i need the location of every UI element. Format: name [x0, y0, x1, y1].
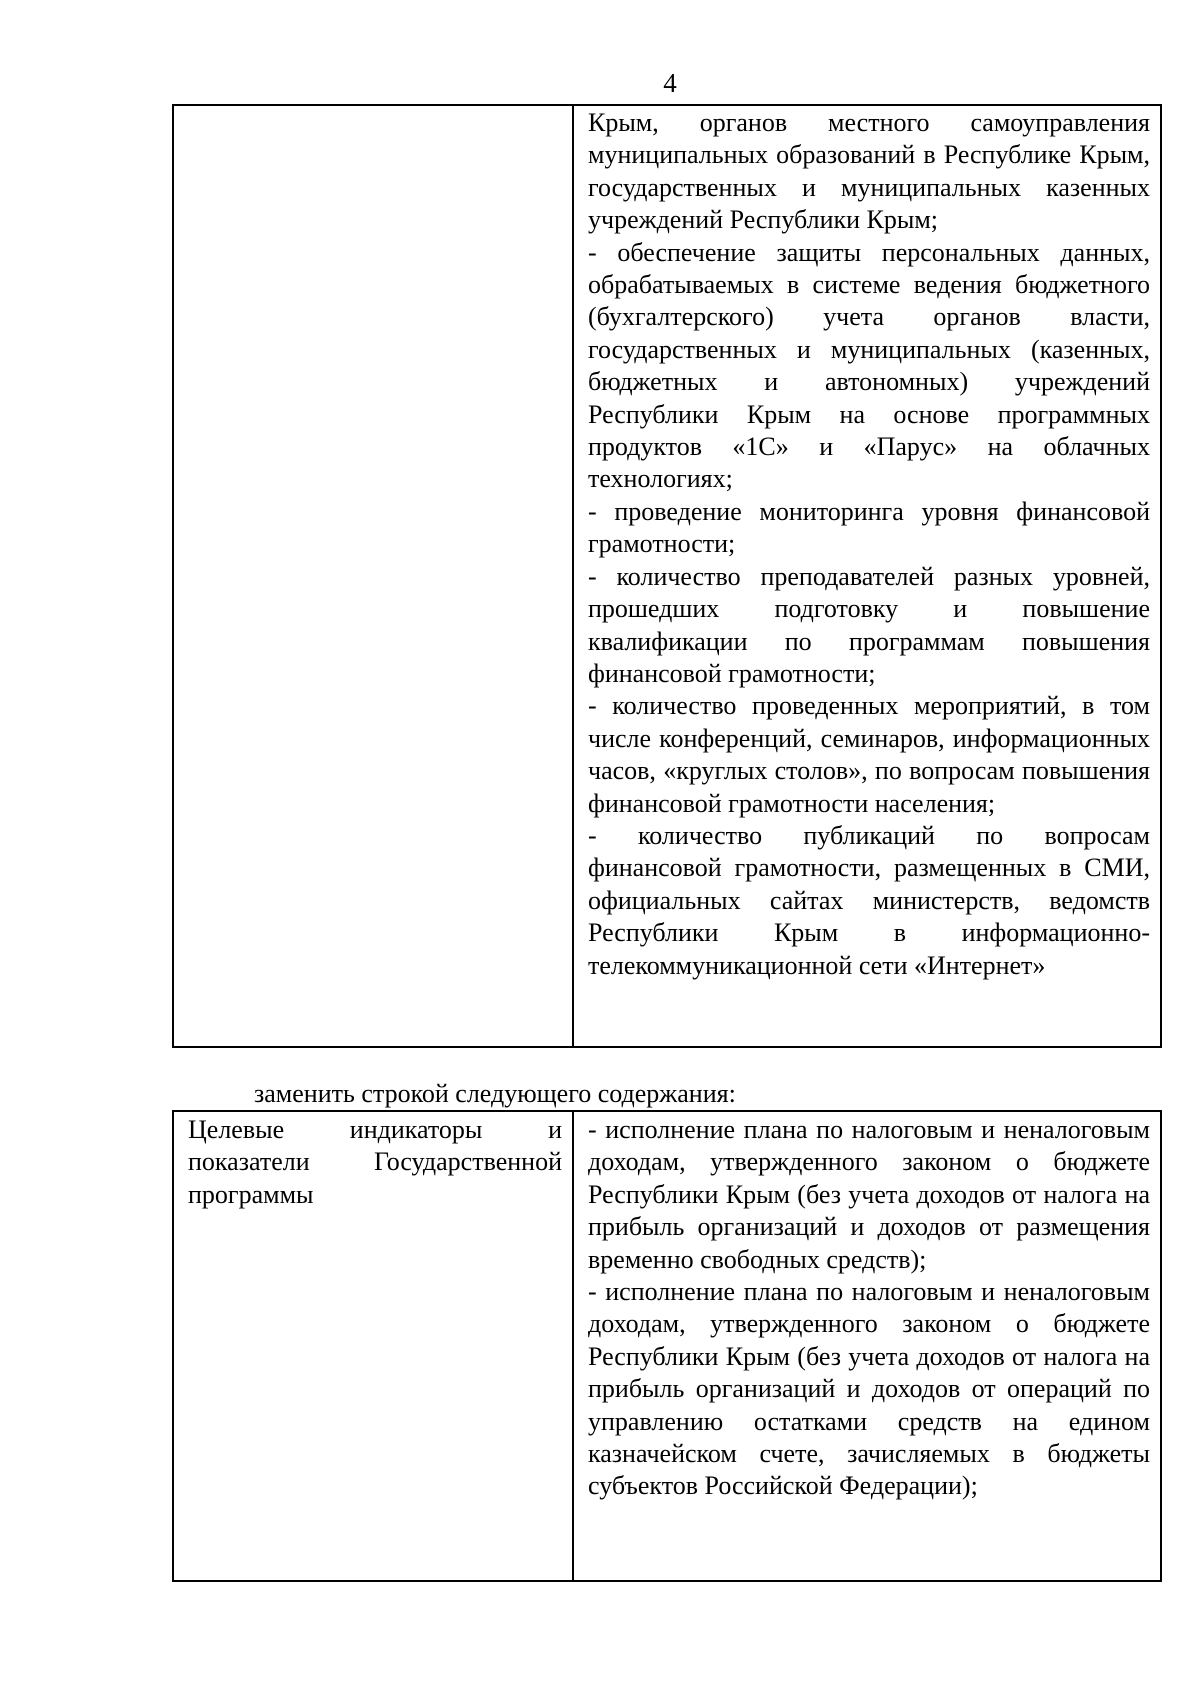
replace-instruction: заменить строкой следующего содержания:	[254, 1079, 736, 1108]
new-row-table	[172, 1110, 1162, 1582]
old-row-table	[172, 104, 1162, 1048]
old-row-paragraph: - проведение мониторинга уровня финансовой грамотности;	[588, 496, 1150, 559]
page-number: 4	[663, 68, 677, 98]
old-row-paragraph: - обеспечение защиты персональных данных, обрабатываемых в системе ведения бюджетного (бухгалтерского) учета органов власти, государственных и муниципальных (казенных, бюджетных и автономных) учреждений Республики Крым на основе программных продуктов «1С» и «Парус» на облачных технологиях;	[588, 237, 1150, 494]
new-row-label: Целевые индикаторы и показатели Государственной программы	[188, 1115, 562, 1209]
new-row-left-cell	[174, 1112, 574, 1580]
old-row-left-cell	[174, 106, 574, 1046]
old-row-right-cell	[574, 106, 1160, 1046]
old-row-paragraph: - количество проведенных мероприятий, в том числе конференций, семинаров, информационных часов, «круглых столов», по вопросам повышения финансовой грамотности населения;	[588, 691, 1150, 818]
new-row-paragraph: - исполнение плана по налоговым и неналоговым доходам, утвержденного законом о бюджете Республики Крым (без учета доходов от налога на прибыль организаций и доходов от операций по управлению остатками средств на едином казначейском счете, зачисляемых в бюджеты субъектов Российской Федерации);	[588, 1277, 1150, 1501]
new-row-right-cell	[574, 1112, 1160, 1580]
old-row-paragraph: - количество публикаций по вопросам финансовой грамотности, размещенных в СМИ, официальных сайтах министерств, ведомств Республики Крым в информационно-телекоммуникационной сети «Интернет»	[588, 820, 1150, 980]
new-row-paragraph: - исполнение плана по налоговым и неналоговым доходам, утвержденного законом о бюджете Республики Крым (без учета доходов от налога на прибыль организаций и доходов от размещения временно свободных средств);	[588, 1115, 1150, 1274]
old-row-paragraph: - количество преподавателей разных уровней, прошедших подготовку и повышение квалификации по программам повышения финансовой грамотности;	[588, 561, 1150, 688]
old-row-paragraph: Крым, органов местного самоуправления муниципальных образований в Республике Крым, государственных и муниципальных казенных учреждений Республики Крым;	[588, 108, 1150, 235]
